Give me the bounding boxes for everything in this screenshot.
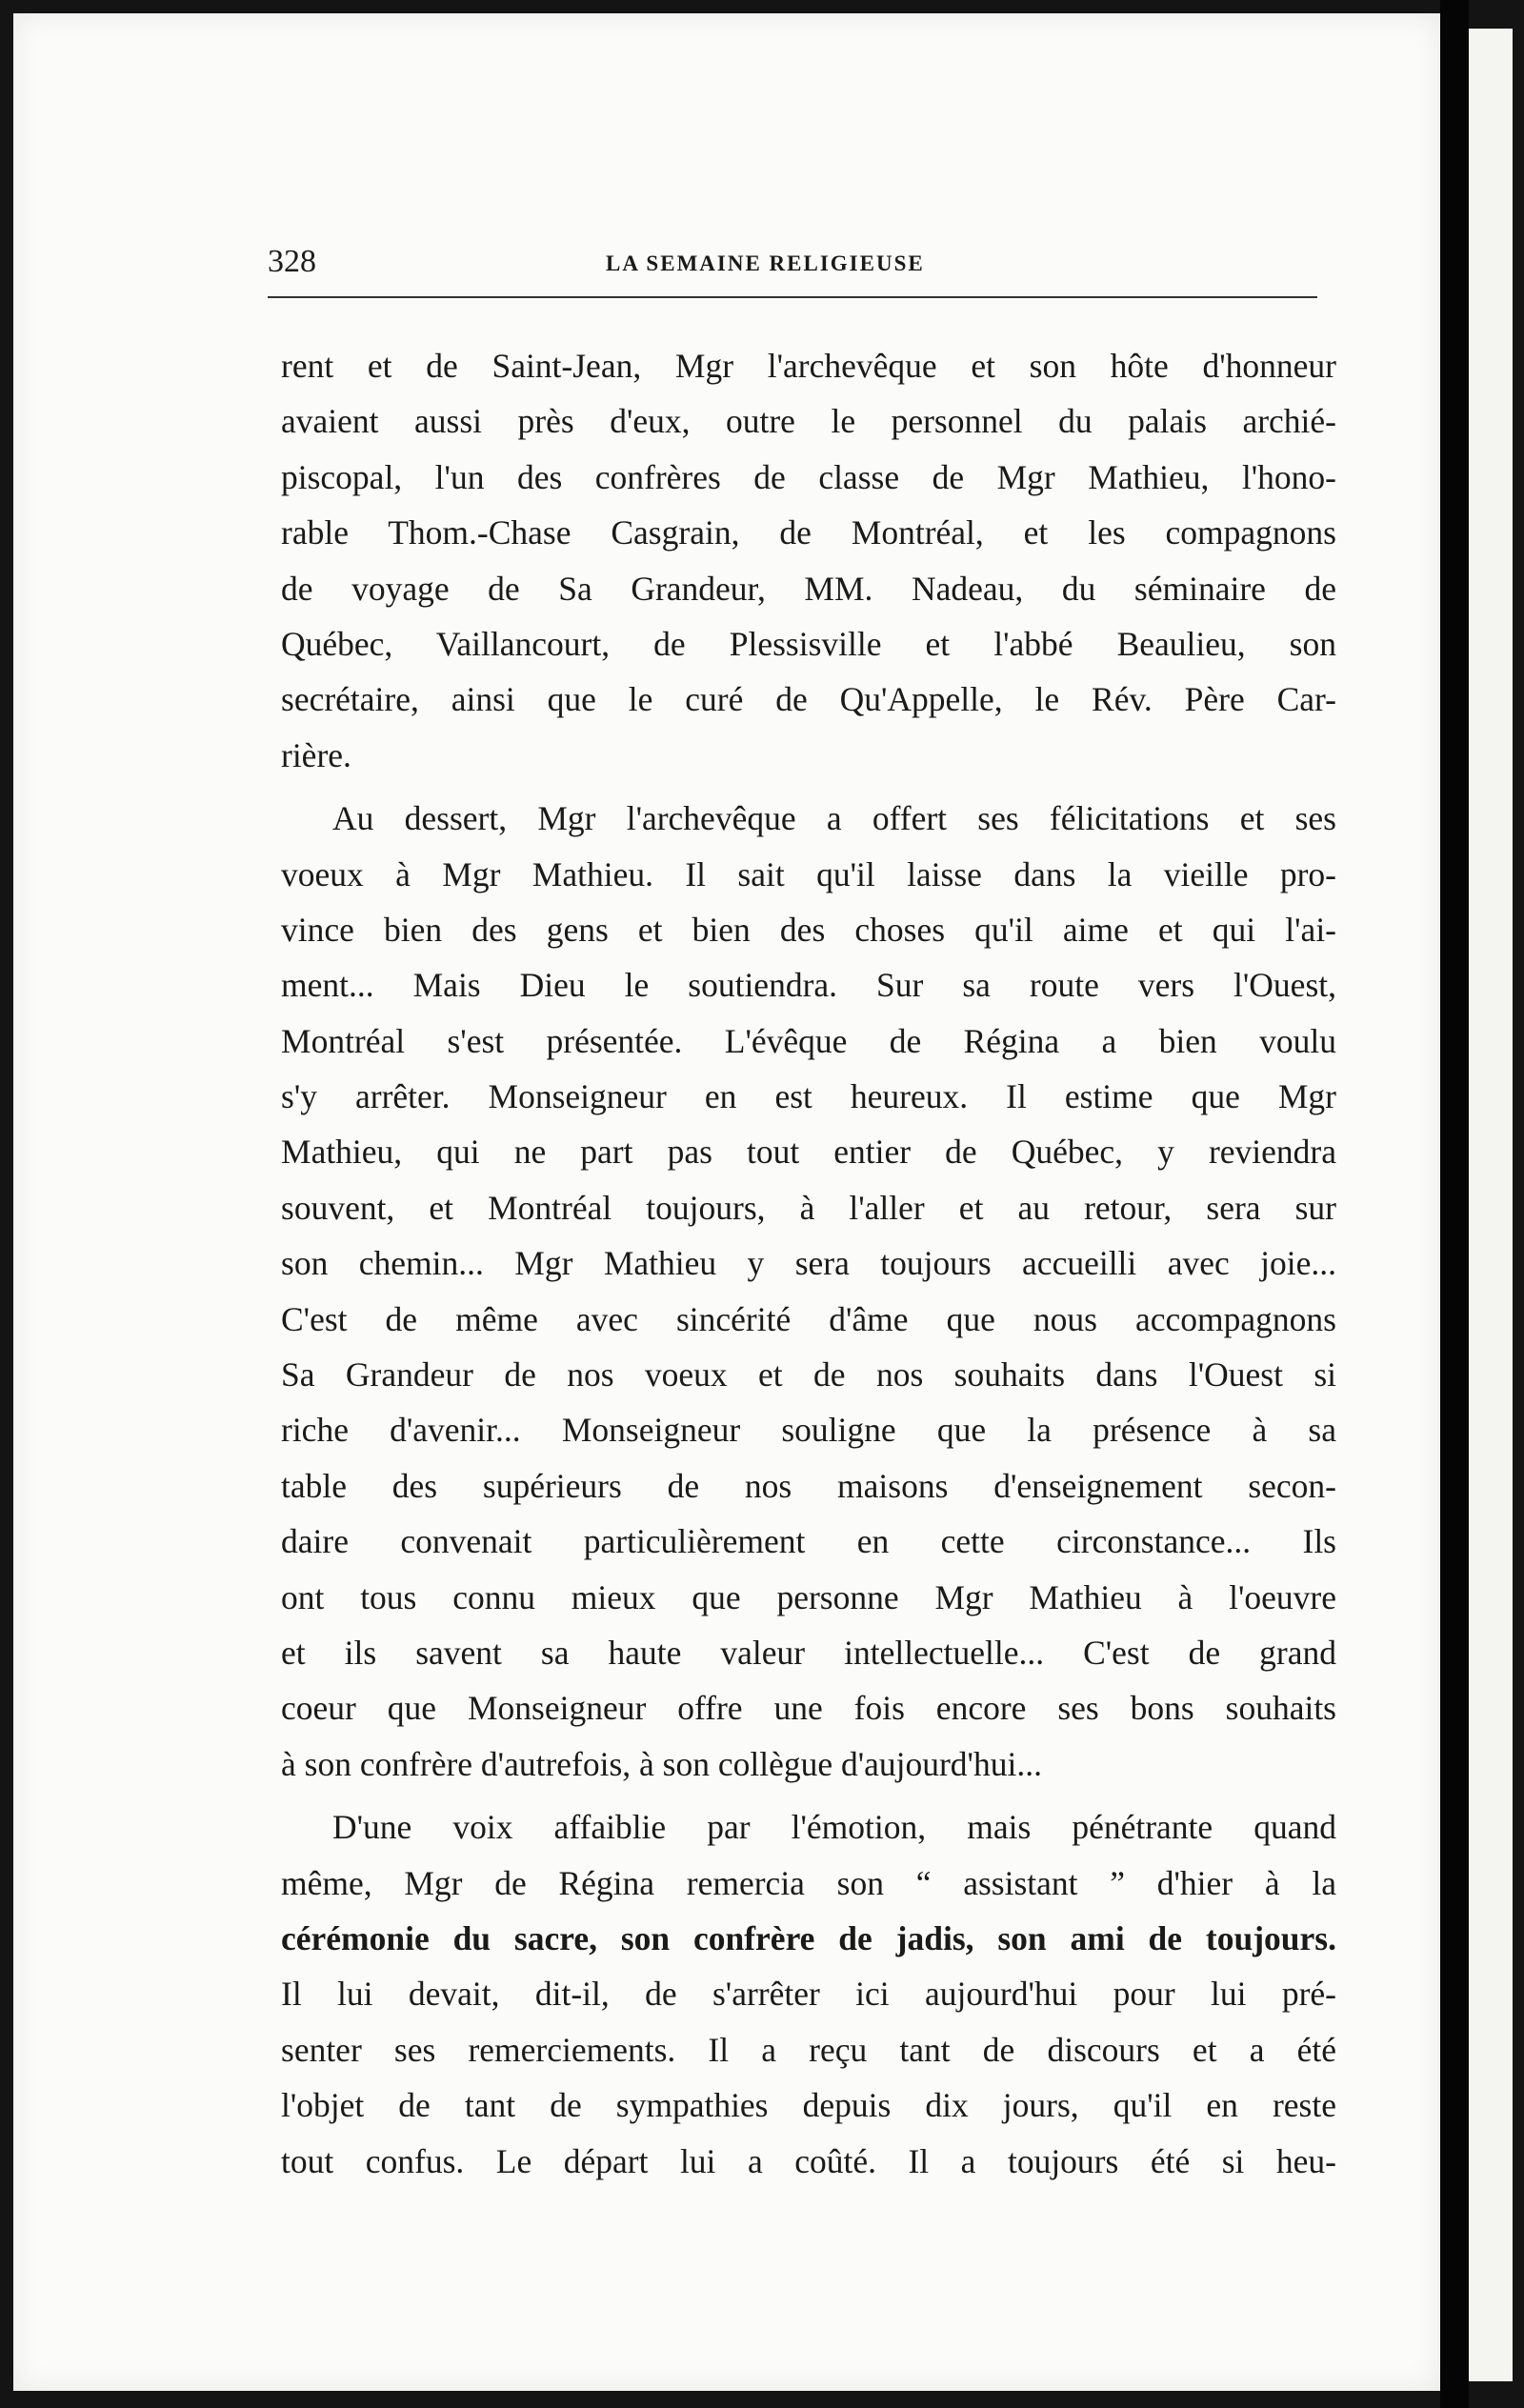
text-line: vince bien des gens et bien des choses qu'il aime et qui l'ai- — [281, 910, 1336, 949]
text-line: voeux à Mgr Mathieu. Il sait qu'il laisse dans la vieille pro- — [281, 854, 1336, 893]
text-line: ont tous connu mieux que personne Mgr Mathieu à l'oeuvre — [281, 1577, 1336, 1616]
text-line: coeur que Monseigneur offre une fois encore ses bons souhaits — [281, 1689, 1336, 1728]
header-rule — [268, 296, 1317, 298]
text-line: D'une voix affaiblie par l'émotion, mais pénétrante quand — [332, 1808, 1336, 1847]
text-line: cérémonie du sacre, son confrère de jadis, son ami de toujours. — [281, 1918, 1336, 1957]
text-line: Mathieu, qui ne part pas tout entier de Québec, y reviendra — [281, 1133, 1336, 1172]
body-text — [281, 338, 1336, 2189]
text-line: s'y arrêter. Monseigneur en est heureux. Il estime que Mgr — [281, 1077, 1336, 1116]
text-line: Au dessert, Mgr l'archevêque a offert ses félicitations et ses — [332, 799, 1336, 838]
text-line: daire convenait particulièrement en cette circonstance... Ils — [281, 1522, 1336, 1561]
text-line: et ils savent sa haute valeur intellectuelle... C'est de grand — [281, 1633, 1336, 1672]
text-line: de voyage de Sa Grandeur, MM. Nadeau, du séminaire de — [281, 569, 1336, 608]
text-line: C'est de même avec sincérité d'âme que nous accompagnons — [281, 1299, 1336, 1338]
binding-gutter — [1440, 0, 1469, 2408]
text-line: rable Thom.-Chase Casgrain, de Montréal, et les compagnons — [281, 513, 1336, 552]
text-line: table des supérieurs de nos maisons d'enseignement secon- — [281, 1466, 1336, 1505]
paragraph-2 — [281, 791, 1336, 1792]
text-line: souvent, et Montréal toujours, à l'aller et au retour, sera sur — [281, 1188, 1336, 1227]
page-header — [268, 244, 1317, 282]
text-line: piscopal, l'un des confrères de classe de Mgr Mathieu, l'hono- — [281, 457, 1336, 496]
text-line: secrétaire, ainsi que le curé de Qu'Appelle, le Rév. Père Car- — [281, 680, 1336, 719]
text-line: Sa Grandeur de nos voeux et de nos souhaits dans l'Ouest si — [281, 1355, 1336, 1395]
text-line: senter ses remerciements. Il a reçu tant de discours et a été — [281, 2030, 1336, 2069]
text-line: avaient aussi près d'eux, outre le personnel du palais archié- — [281, 402, 1336, 441]
page-number: 328 — [268, 244, 316, 279]
text-line: Il lui devait, dit-il, de s'arrêter ici aujourd'hui pour lui pré- — [281, 1975, 1336, 2014]
text-line: ment... Mais Dieu le soutiendra. Sur sa route vers l'Ouest, — [281, 966, 1336, 1005]
text-line: l'objet de tant de sympathies depuis dix jours, qu'il en reste — [281, 2086, 1336, 2125]
paragraph-1 — [281, 338, 1336, 783]
text-line: rent et de Saint-Jean, Mgr l'archevêque et son hôte d'honneur — [281, 347, 1336, 385]
text-line: tout confus. Le départ lui a coûté. Il a toujours été si heu- — [281, 2141, 1336, 2180]
facing-page-edge — [1469, 29, 1513, 2381]
text-line: son chemin... Mgr Mathieu y sera toujours accueilli avec joie... — [281, 1244, 1336, 1283]
text-line: Montréal s'est présentée. L'évêque de Régina a bien voulu — [281, 1021, 1336, 1060]
text-line: rière. — [281, 735, 351, 774]
text-line: à son confrère d'autrefois, à son collègue d'aujourd'hui... — [281, 1744, 1042, 1783]
running-title: LA SEMAINE RELIGIEUSE — [606, 251, 925, 275]
text-line: même, Mgr de Régina remercia son “ assistant ” d'hier à la — [281, 1863, 1336, 1902]
text-line: riche d'avenir... Monseigneur souligne que la présence à sa — [281, 1411, 1336, 1450]
paragraph-3 — [281, 1799, 1336, 2189]
text-line: Québec, Vaillancourt, de Plessisville et l'abbé Beaulieu, son — [281, 624, 1336, 663]
